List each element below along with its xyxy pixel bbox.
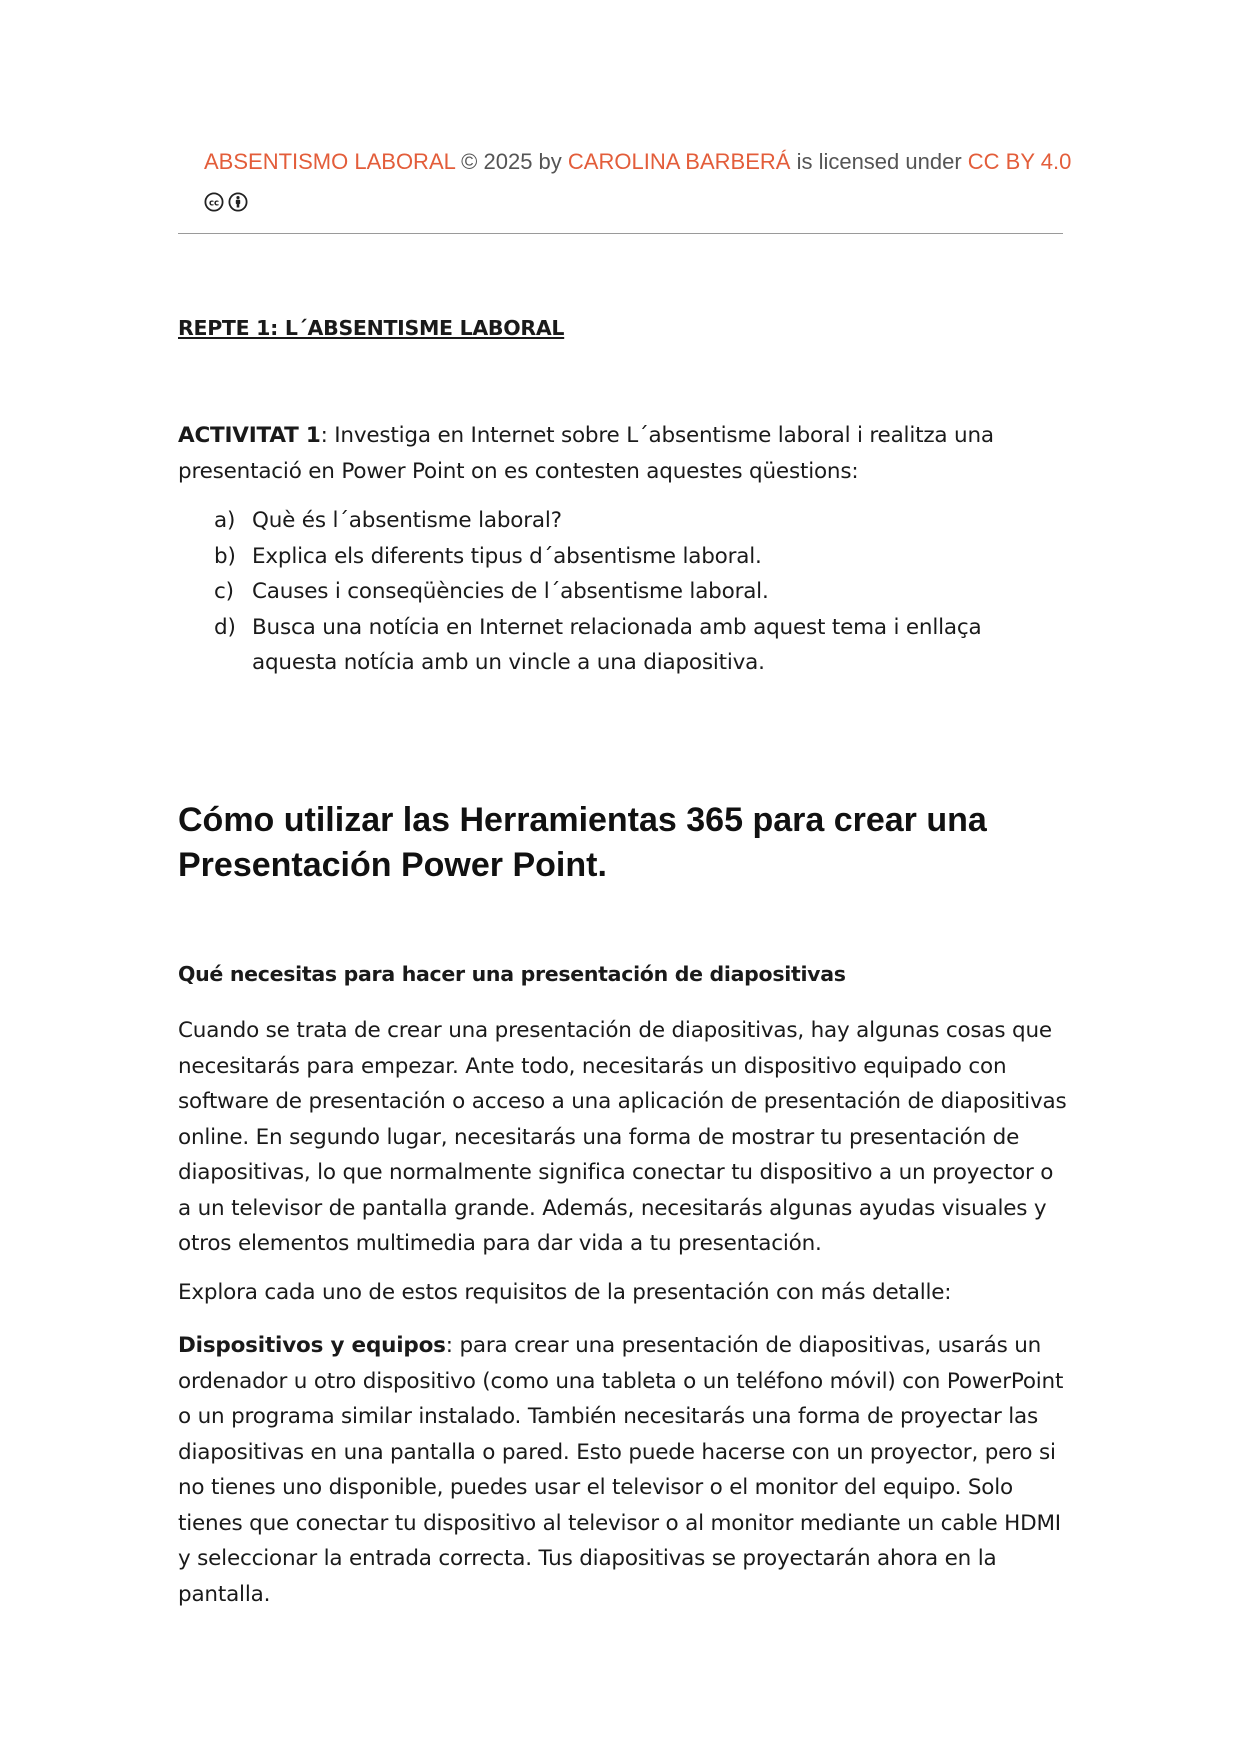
activity-text: : Investiga en Internet sobre L´absentisme laboral i realitza una presentació en Power Point on es contesten aquestes qüestions:: [178, 423, 994, 484]
license-name[interactable]: CC BY 4.0: [967, 149, 1072, 174]
intro-paragraph: Cuando se trata de crear una presentación de diapositivas, hay algunas cosas que necesitarás para empezar. Ante todo, necesitarás un dispositivo equipado con software de presentación o acceso a una aplicación de presentación de diapositivas online. En segundo lugar, necesitarás una forma de mostrar tu presentación de diapositivas, lo que normalmente significa conectar tu dispositivo a un proyector o a un televisor de pantalla grande. Además, necesitarás algunas ayudas visuales y otros elementos multimedia para dar vida a tu presentación.: [178, 1018, 1067, 1256]
license-work-title[interactable]: ABSENTISMO LABORAL: [204, 149, 456, 174]
section-subheading: Qué necesitas para hacer una presentación de diapositivas: [178, 962, 846, 986]
list-item: [178, 610, 1068, 681]
header-divider: [178, 233, 1063, 234]
list-marker: d): [214, 614, 236, 640]
list-item: [178, 503, 1068, 539]
license-icons: [204, 192, 248, 214]
page-heading: Cómo utilizar las Herramientas 365 para crear una Presentación Power Point.: [178, 801, 987, 884]
explore-paragraph: Explora cada uno de estos requisitos de la presentación con más detalle:: [178, 1280, 952, 1305]
list-item-text: Què és l´absentisme laboral?: [252, 508, 562, 533]
list-marker: c): [214, 579, 234, 604]
devices-paragraph: [178, 1328, 1068, 1612]
question-list: [178, 503, 1068, 681]
by-attribution-icon: [228, 192, 248, 212]
list-item: [178, 539, 1068, 575]
list-marker: b): [214, 543, 236, 569]
list-item: [178, 574, 1068, 610]
list-item-text: Explica els diferents tipus d´absentisme laboral.: [252, 543, 762, 569]
list-item-text: Busca una notícia en Internet relacionada amb aquest tema i enllaça aquesta notícia amb un vincle a una diapositiva.: [252, 614, 982, 675]
svg-text:cc: cc: [208, 198, 220, 209]
repte-title: REPTE 1: L´ABSENTISME LABORAL: [178, 316, 565, 340]
devices-label: Dispositivos y equipos: [178, 1333, 446, 1358]
activity-paragraph: [178, 418, 1068, 489]
license-licensed-text: is licensed under: [796, 149, 962, 174]
cc-icon: [204, 192, 224, 212]
devices-text: : para crear una presentación de diapositivas, usarás un ordenador u otro dispositivo (como una tableta o un teléfono móvil) con PowerPoint o un programa similar instalado. También necesitarás una forma de proyectar las diapositivas en una pantalla o pared. Esto puede hacerse con un proyector, pero si no tienes uno disponible, puedes usar el televisor o el monitor del equipo. Solo tienes que conectar tu dispositivo al televisor o al monitor mediante un cable HDMI y seleccionar la entrada correcta. Tus diapositivas se proyectarán ahora en la pantalla.: [178, 1333, 1064, 1607]
list-marker: a): [214, 508, 236, 533]
activity-label: ACTIVITAT 1: [178, 423, 321, 448]
list-item-text: Causes i conseqüències de l´absentisme laboral.: [252, 579, 769, 604]
license-copyright: © 2025 by: [461, 149, 562, 174]
license-author[interactable]: CAROLINA BARBERÁ: [567, 149, 791, 174]
license-line: [204, 147, 1071, 177]
